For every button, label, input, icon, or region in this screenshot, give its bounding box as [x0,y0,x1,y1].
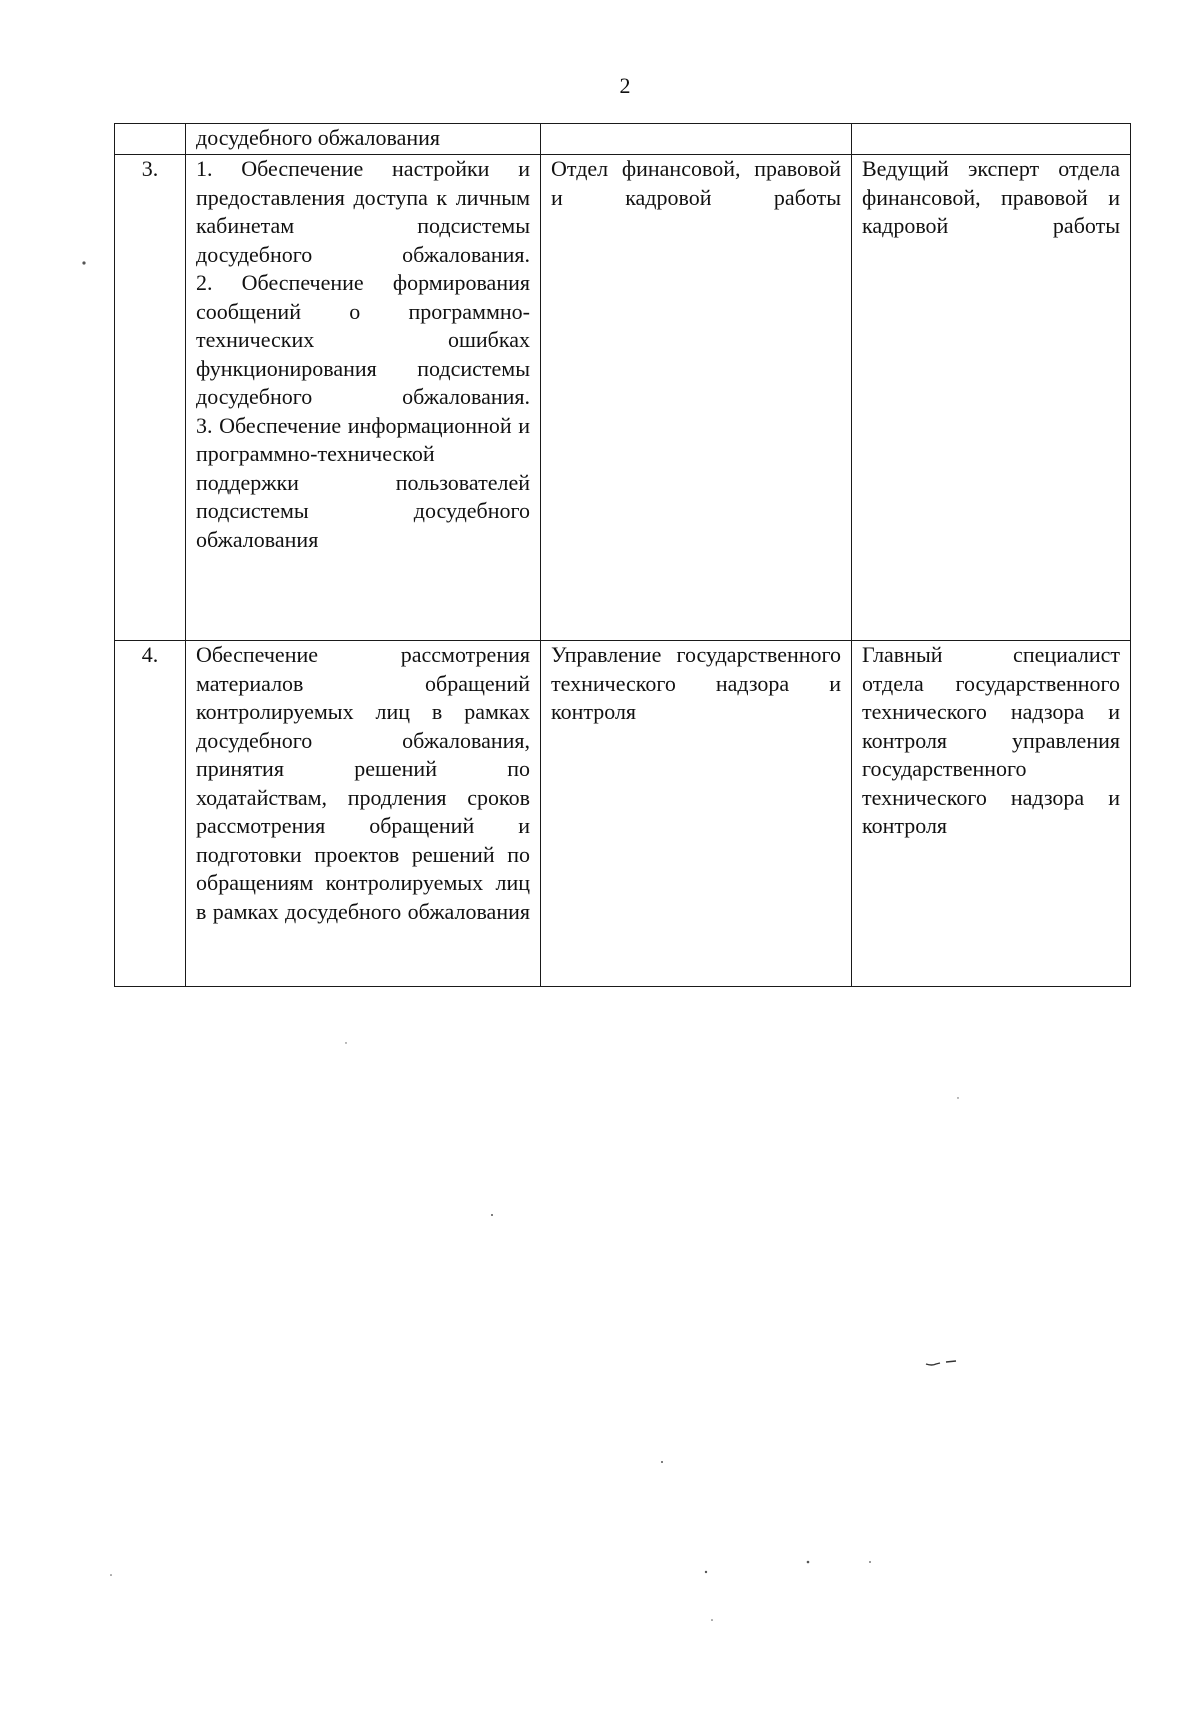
responsible-text: Ведущий эксперт отдела финансовой, правовой и кадровой работы [862,156,1120,238]
task-paragraph: 2. Обеспечение формирования сообщений о программно-технических ошибках функционирования подсистемы досудебного обжалования. [196,270,530,409]
task-paragraph: досудебного обжалования [196,125,441,150]
department-text: Отдел финансовой, правовой и кадровой работы [551,156,841,210]
table-row [115,124,1131,155]
task-cell [186,641,541,987]
assignments-table [114,123,1131,987]
task-paragraph: 1. Обеспечение настройки и предоставления доступа к личным кабинетам подсистемы досудебного обжалования. [196,156,530,267]
row-number: 4. [115,641,186,987]
department-cell [541,641,852,987]
department-cell [541,155,852,641]
page-number: 2 [619,73,631,98]
row-number: 3. [115,155,186,641]
department-cell [541,124,852,155]
responsible-cell [852,124,1131,155]
responsible-cell [852,641,1131,987]
task-cell [186,124,541,155]
task-paragraph: Обеспечение рассмотрения материалов обращений контролируемых лиц в рамках досудебного обжалования, принятия решений по ходатайствам, продления сроков рассмотрения обращений и подготовки проектов решений по обращениям контролируемых лиц в рамках досудебного обжалования [196,642,530,924]
department-text: Управление государственного технического надзора и контроля [551,642,841,724]
responsible-cell [852,155,1131,641]
table-row [115,641,1131,987]
task-cell [186,155,541,641]
row-number [115,124,186,155]
table-row [115,155,1131,641]
task-paragraph: 3. Обеспечение информационной и программно-технической поддержки пользователей подсистемы досудебного обжалования [196,412,530,552]
responsible-text: Главный специалист отдела государственного технического надзора и контроля управления государственного технического надзора и контроля [862,642,1120,838]
